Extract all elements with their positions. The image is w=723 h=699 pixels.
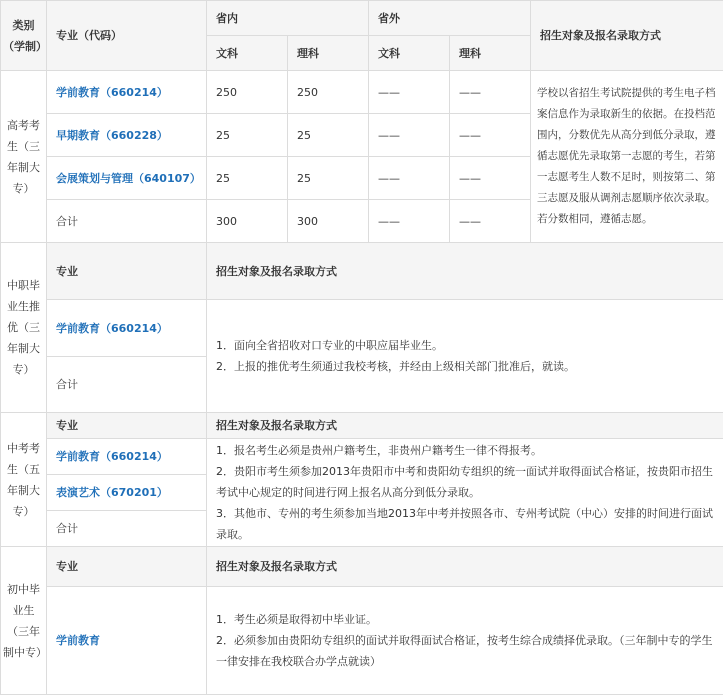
header-category: 类别（学制） xyxy=(1,1,47,71)
gaokao-method: 学校以省招生考试院提供的考生电子档案信息作为录取新生的依据。在投档范围内，分数优先从高分到低分录取，遵循志愿优先录取第一志愿的考生，若第一志愿考生人数不足时，则按第二、第三志愿及服从调剂志愿顺序依次录取。若分数相同，遵循志愿。 xyxy=(531,71,723,243)
table-row xyxy=(1,71,723,114)
note-line: 2．必须参加由贵阳幼专组织的面试并取得面试合格证，按考生综合成绩择优录取。（三年制中专的学生一律安排在我校联合办学点就读） xyxy=(216,634,713,668)
major-link[interactable]: 表演艺术（670201） xyxy=(56,486,168,499)
quota-cell: —— xyxy=(450,71,531,114)
quota-cell: —— xyxy=(450,114,531,157)
major-cell xyxy=(47,300,207,357)
header-row-1 xyxy=(1,1,723,36)
major-link[interactable]: 学前教育 xyxy=(56,634,100,647)
quota-cell: —— xyxy=(369,157,450,200)
header-out-province: 省外 xyxy=(369,1,531,36)
section-header-row xyxy=(1,547,723,587)
major-cell xyxy=(47,114,207,157)
section-major-label: 专业 xyxy=(47,413,207,439)
section-method-label: 招生对象及报名录取方式 xyxy=(207,243,723,300)
major-cell xyxy=(47,71,207,114)
section-major-label: 专业 xyxy=(47,243,207,300)
category-chuzhong: 初中毕业生（三年制中专） xyxy=(1,547,47,695)
quota-cell: 25 xyxy=(207,157,288,200)
note-line: 3．其他市、专州的考生须参加当地2013年中考并按照各市、专州考试院（中心）安排的时间进行面试录取。 xyxy=(216,507,713,541)
section-header-row xyxy=(1,413,723,439)
major-link[interactable]: 学前教育（660214） xyxy=(56,321,168,335)
zhongkao-method xyxy=(207,439,723,547)
header-in-province: 省内 xyxy=(207,1,369,36)
section-major-label: 专业 xyxy=(47,547,207,587)
header-out-science: 理科 xyxy=(450,36,531,71)
header-major: 专业（代码） xyxy=(47,1,207,71)
total-label: 合计 xyxy=(47,511,207,547)
table-row xyxy=(1,587,723,695)
quota-cell: 25 xyxy=(288,157,369,200)
category-zhongkao: 中考考生（五年制大专） xyxy=(1,413,47,547)
note-line: 1．报名考生必须是贵州户籍考生，非贵州户籍考生一律不得报考。 xyxy=(216,444,542,457)
quota-cell: —— xyxy=(450,200,531,243)
category-gaokao: 高考考生（三年制大专） xyxy=(1,71,47,243)
major-link[interactable]: 学前教育（660214） xyxy=(56,450,168,463)
major-cell xyxy=(47,157,207,200)
section-method-label: 招生对象及报名录取方式 xyxy=(207,413,723,439)
note-line: 2．贵阳市考生须参加2013年贵阳市中考和贵阳幼专组织的统一面试并取得面试合格证，按贵阳市招生考试中心规定的时间进行网上报名从高分到低分录取。 xyxy=(216,465,713,499)
header-in-arts: 文科 xyxy=(207,36,288,71)
table-row xyxy=(1,300,723,357)
header-out-arts: 文科 xyxy=(369,36,450,71)
quota-cell: 300 xyxy=(207,200,288,243)
note-line: 1．面向全省招收对口专业的中职应届毕业生。 xyxy=(216,339,443,352)
header-method: 招生对象及报名录取方式 xyxy=(531,1,723,71)
section-header-row xyxy=(1,243,723,300)
header-in-science: 理科 xyxy=(288,36,369,71)
category-zhongzhi: 中职毕业生推优（三年制大专） xyxy=(1,243,47,413)
quota-cell: 250 xyxy=(207,71,288,114)
quota-cell: 25 xyxy=(288,114,369,157)
total-label: 合计 xyxy=(47,200,207,243)
major-cell xyxy=(47,439,207,475)
major-cell xyxy=(47,587,207,695)
chuzhong-method xyxy=(207,587,723,695)
note-line: 2．上报的推优考生须通过我校考核，并经由上级相关部门批准后，就读。 xyxy=(216,360,575,373)
major-link[interactable]: 早期教育（660228） xyxy=(56,128,168,142)
total-label: 合计 xyxy=(47,357,207,413)
major-cell xyxy=(47,475,207,511)
quota-cell: 250 xyxy=(288,71,369,114)
table-row xyxy=(1,439,723,475)
note-line: 1．考生必须是取得初中毕业证。 xyxy=(216,613,377,626)
quota-cell: —— xyxy=(369,71,450,114)
major-link[interactable]: 会展策划与管理（640107） xyxy=(56,171,201,185)
quota-cell: —— xyxy=(369,114,450,157)
quota-cell: 300 xyxy=(288,200,369,243)
zhongzhi-method xyxy=(207,300,723,413)
section-method-label: 招生对象及报名录取方式 xyxy=(207,547,723,587)
quota-cell: —— xyxy=(450,157,531,200)
quota-cell: 25 xyxy=(207,114,288,157)
quota-cell: —— xyxy=(369,200,450,243)
major-link[interactable]: 学前教育（660214） xyxy=(56,85,168,99)
